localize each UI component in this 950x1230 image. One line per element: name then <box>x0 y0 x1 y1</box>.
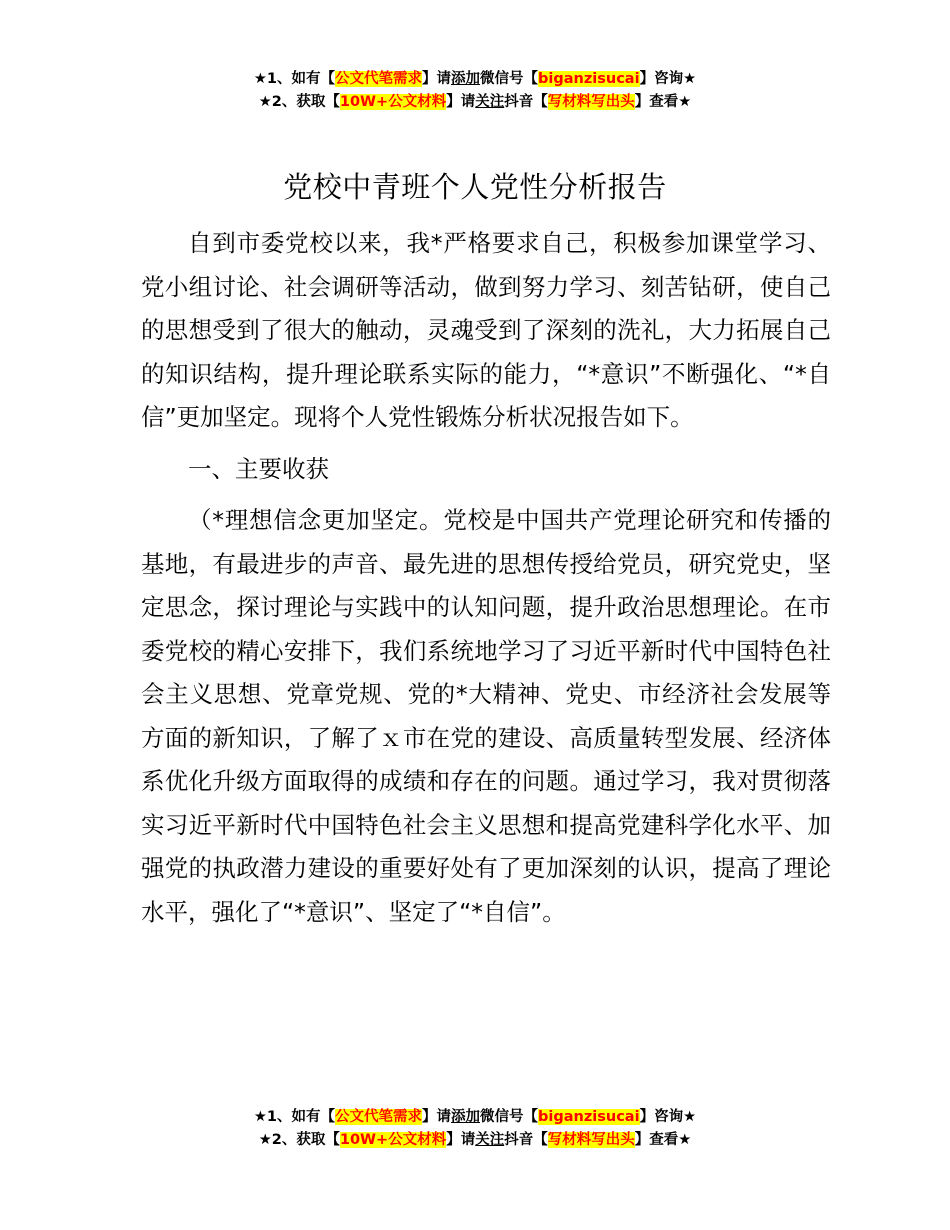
footer-banner <box>0 1106 950 1152</box>
underlined-follow: 关注 <box>475 94 505 110</box>
banner-text: 】请 <box>446 94 476 110</box>
highlight-wechat-id: biganzisucai <box>538 71 640 87</box>
highlight-materials: 10W+公文材料 <box>339 94 447 110</box>
document-body <box>141 222 831 934</box>
highlight-douyin-account: 写材料写出头 <box>547 94 635 110</box>
banner-text: 抖音【 <box>504 1132 548 1148</box>
banner-line-2 <box>0 91 950 114</box>
document-title: 党校中青班个人党性分析报告 <box>283 170 667 204</box>
highlight-materials: 10W+公文材料 <box>339 1132 447 1148</box>
section-paragraph: （*理想信念更加坚定。党校是中国共产党理论研究和传播的基地，有最进步的声音、最先进的思想传授给党员，研究党史，坚定思念，探讨理论与实践中的认知问题，提升政治思想理论。在市委党校的精心安排下，我们系统地学习了习近平新时代中国特色社会主义思想、党章党规、党的*大精神、党史、市经济社会发展等方面的新知识，了解了ｘ市在党的建设、高质量转型发展、经济体系优化升级方面取得的成绩和存在的问题。通过学习，我对贯彻落实习近平新时代中国特色社会主义思想和提高党建科学化水平、加强党的执政潜力建设的重要好处有了更加深刻的认识，提高了理论水平，强化了“*意识”、坚定了“*自信”。 <box>141 506 831 926</box>
banner-text: 】查看★ <box>634 94 692 110</box>
banner-line-1 <box>0 1106 950 1129</box>
highlight-service: 公文代笔需求 <box>335 1109 423 1125</box>
banner-text: ★1、如有【 <box>253 71 336 87</box>
banner-text: ★2、获取【 <box>258 1132 340 1148</box>
banner-text: 微信号【 <box>480 1109 539 1125</box>
banner-text: 】查看★ <box>634 1132 692 1148</box>
header-banner <box>0 68 950 114</box>
highlight-douyin-account: 写材料写出头 <box>547 1132 635 1148</box>
banner-text: 微信号【 <box>480 71 539 87</box>
highlight-service: 公文代笔需求 <box>335 71 423 87</box>
underlined-add: 添加 <box>451 71 481 87</box>
banner-text: ★2、获取【 <box>258 94 340 110</box>
banner-line-1 <box>0 68 950 91</box>
banner-text: 】请 <box>422 71 452 87</box>
highlight-wechat-id: biganzisucai <box>538 1109 640 1125</box>
banner-text: 】咨询★ <box>639 71 697 87</box>
underlined-add: 添加 <box>451 1109 481 1125</box>
banner-text: ★1、如有【 <box>253 1109 336 1125</box>
banner-text: 】请 <box>446 1132 476 1148</box>
banner-text: 】请 <box>422 1109 452 1125</box>
banner-text: 】咨询★ <box>639 1109 697 1125</box>
intro-paragraph: 自到市委党校以来，我*严格要求自己，积极参加课堂学习、党小组讨论、社会调研等活动，做到努力学习、刻苦钻研，使自己的思想受到了很大的触动，灵魂受到了深刻的洗礼，大力拓展自己的知识结构，提升理论联系实际的能力，“*意识”不断强化、“*自信”更加坚定。现将个人党性锻炼分析状况报告如下。 <box>141 229 831 431</box>
banner-line-2 <box>0 1129 950 1152</box>
underlined-follow: 关注 <box>475 1132 505 1148</box>
section-heading: 一、主要收获 <box>188 454 329 483</box>
banner-text: 抖音【 <box>504 94 548 110</box>
